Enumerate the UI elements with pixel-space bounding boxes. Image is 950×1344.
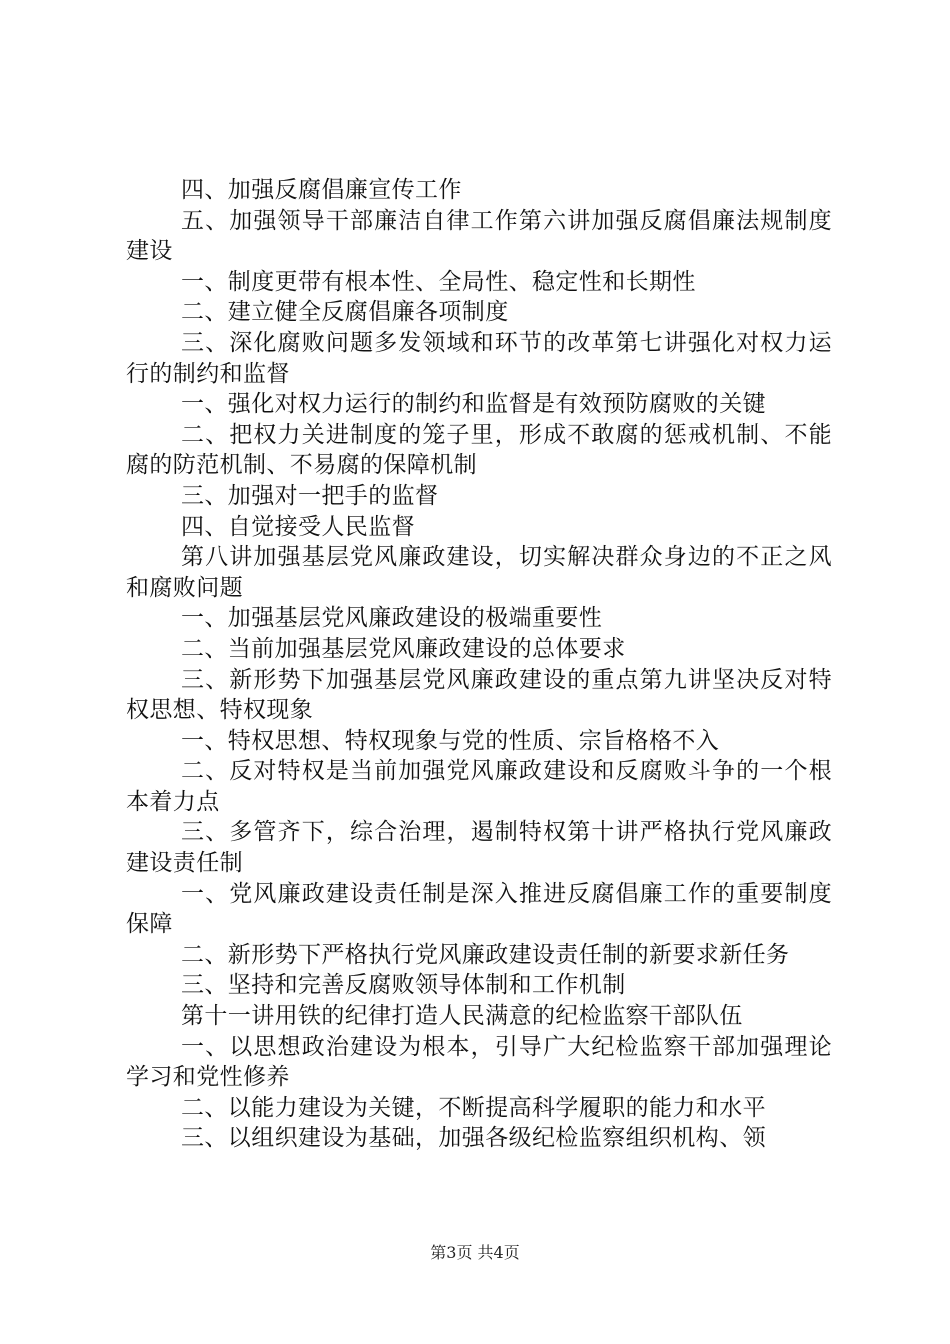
paragraph: 三、以组织建设为基础，加强各级纪检监察组织机构、领	[181, 1125, 766, 1152]
document-body	[126, 175, 832, 1154]
paragraph: 三、多管齐下，综合治理，遏制特权第十讲严格执行党风廉政建设责任制	[126, 819, 832, 877]
paragraph: 一、强化对权力运行的制约和监督是有效预防腐败的关键	[181, 391, 766, 418]
paragraph: 二、把权力关进制度的笼子里，形成不敢腐的惩戒机制、不能腐的防范机制、不易腐的保障机制	[126, 421, 832, 479]
paragraph: 二、当前加强基层党风廉政建设的总体要求	[181, 635, 626, 662]
paragraph: 第八讲加强基层党风廉政建设，切实解决群众身边的不正之风和腐败问题	[126, 544, 832, 601]
paragraph: 一、以思想政治建设为根本，引导广大纪检监察干部加强理论学习和党性修养	[126, 1033, 832, 1091]
paragraph: 二、新形势下严格执行党风廉政建设责任制的新要求新任务	[181, 941, 790, 968]
paragraph: 一、党风廉政建设责任制是深入推进反腐倡廉工作的重要制度保障	[126, 880, 832, 938]
page-number-footer: 第3页 共4页	[430, 1243, 520, 1262]
paragraph: 三、加强对一把手的监督	[181, 482, 439, 509]
paragraph: 一、加强基层党风廉政建设的极端重要性	[181, 605, 603, 632]
paragraph: 一、特权思想、特权现象与党的性质、宗旨格格不入	[181, 727, 720, 754]
paragraph: 二、建立健全反腐倡廉各项制度	[181, 299, 509, 326]
paragraph: 三、坚持和完善反腐败领导体制和工作机制	[181, 972, 626, 999]
paragraph: 三、新形势下加强基层党风廉政建设的重点第九讲坚决反对特权思想、特权现象	[126, 666, 832, 724]
paragraph: 四、自觉接受人民监督	[181, 513, 415, 540]
paragraph: 二、以能力建设为关键，不断提高科学履职的能力和水平	[181, 1094, 766, 1121]
paragraph: 一、制度更带有根本性、全局性、稳定性和长期性	[181, 268, 696, 295]
paragraph: 二、反对特权是当前加强党风廉政建设和反腐败斗争的一个根本着力点	[126, 758, 832, 815]
paragraph: 三、深化腐败问题多发领域和环节的改革第七讲强化对权力运行的制约和监督	[126, 329, 832, 387]
paragraph: 第十一讲用铁的纪律打造人民满意的纪检监察干部队伍	[181, 1003, 743, 1030]
paragraph: 五、加强领导干部廉洁自律工作第六讲加强反腐倡廉法规制度建设	[126, 207, 832, 265]
paragraph: 四、加强反腐倡廉宣传工作	[181, 177, 462, 203]
